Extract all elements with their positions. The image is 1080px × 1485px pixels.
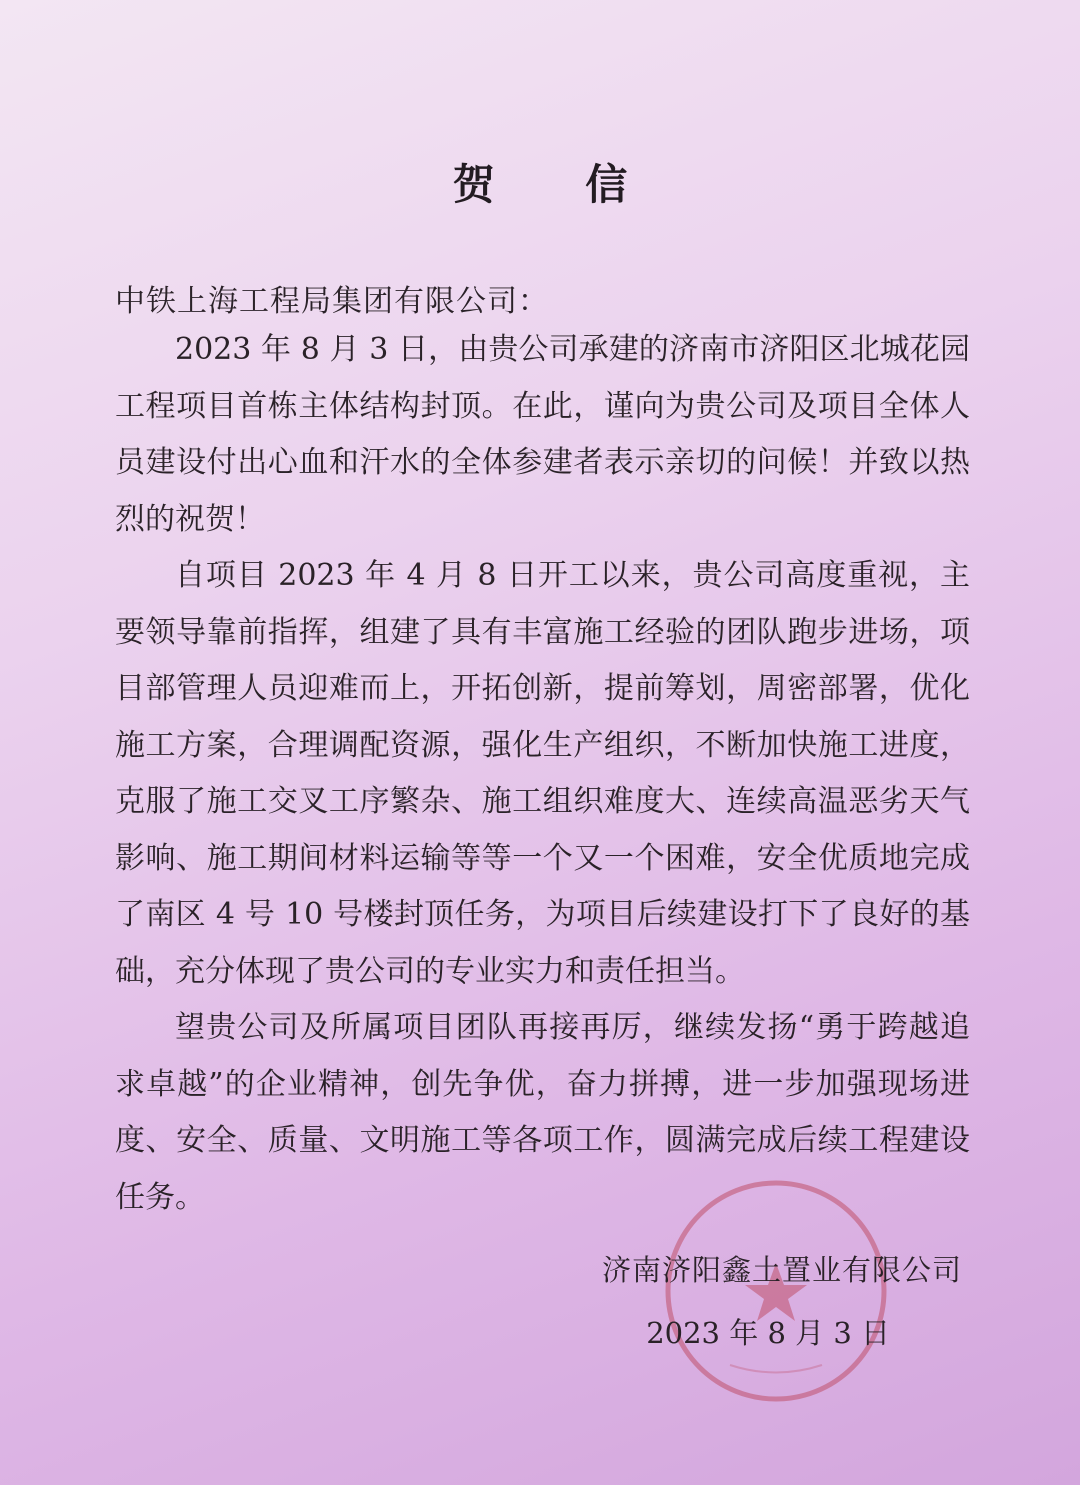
letter-paragraph-3: 望贵公司及所属项目团队再接再厉，继续发扬“勇于跨越追求卓越”的企业精神，创先争优，奋力拼搏，进一步加强现场进度、安全、质量、文明施工等各项工作，圆满完成后续工程建设任务。	[115, 1010, 970, 1215]
letter-body	[115, 322, 970, 1226]
signature-organization: 济南济阳鑫土置业有限公司	[601, 1253, 962, 1287]
letter-paragraph-2: 自项目 2023 年 4 月 8 日开工以来，贵公司高度重视，主要领导靠前指挥，组建了具有丰富施工经验的团队跑步进场，项目部管理人员迎难而上，开拓创新，提前筹划，周密部署，优化施工方案，合理调配资源，强化生产组织，不断加快施工进度，克服了施工交叉工序繁杂、施工组织难度大、连续高温恶劣天气影响、施工期间材料运输等等一个又一个困难，安全优质地完成了南区 4 号 10 号楼封顶任务，为项目后续建设打下了良好的基础，充分体现了贵公司的专业实力和责任担当。	[115, 558, 970, 989]
letter-title: 贺 信	[452, 160, 666, 209]
signature-block	[602, 1248, 962, 1352]
letter-paragraph-1: 2023 年 8 月 3 日，由贵公司承建的济南市济阳区北城花园工程项目首栋主体结构封顶。在此，谨向为贵公司及项目全体人员建设付出心血和汗水的全体参建者表示亲切的问候！并致以热烈的祝贺！	[115, 332, 970, 537]
signature-date: 2023 年 8 月 3 日	[646, 1316, 890, 1350]
letter-recipient: 中铁上海工程局集团有限公司：	[115, 284, 549, 319]
